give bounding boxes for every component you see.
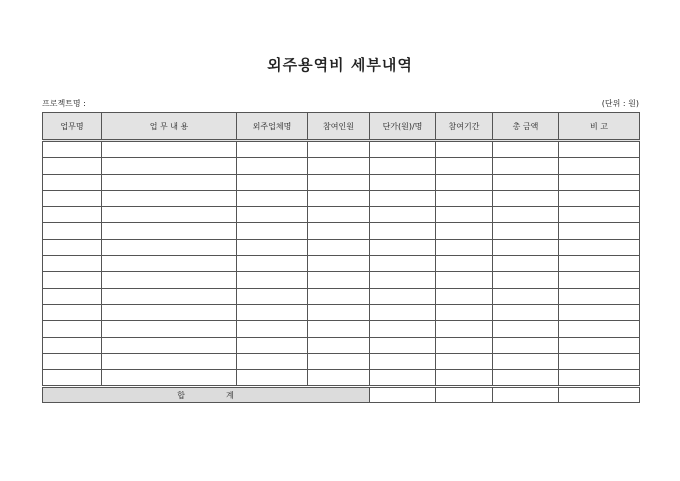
unit-price-cell[interactable] xyxy=(370,304,436,320)
period-cell[interactable] xyxy=(436,207,493,223)
headcount-cell[interactable] xyxy=(308,239,370,255)
headcount-cell[interactable] xyxy=(308,353,370,369)
headcount-cell[interactable] xyxy=(308,370,370,387)
unit-price-cell[interactable] xyxy=(370,370,436,387)
task-content-cell[interactable] xyxy=(102,174,237,190)
period-cell[interactable] xyxy=(436,272,493,288)
header-total-amount: 총 금액 xyxy=(493,113,559,141)
headcount-cell[interactable] xyxy=(308,304,370,320)
headcount-cell[interactable] xyxy=(308,337,370,353)
document-title: 외주용역비 세부내역 xyxy=(267,56,413,74)
remarks-cell[interactable] xyxy=(559,239,640,255)
remarks-cell[interactable] xyxy=(559,321,640,337)
task-name-cell[interactable] xyxy=(43,141,102,158)
task-name-cell[interactable] xyxy=(43,256,102,272)
table-row xyxy=(43,223,640,239)
period-cell[interactable] xyxy=(436,158,493,174)
total-unit-price-cell[interactable] xyxy=(370,387,436,403)
vendor-name-cell[interactable] xyxy=(237,321,308,337)
meta-row xyxy=(42,98,639,109)
remarks-cell[interactable] xyxy=(559,141,640,158)
task-name-cell[interactable] xyxy=(43,239,102,255)
task-name-cell[interactable] xyxy=(43,304,102,320)
total-amount-cell[interactable] xyxy=(493,158,559,174)
headcount-cell[interactable] xyxy=(308,141,370,158)
total-amount-cell[interactable] xyxy=(493,207,559,223)
table-row xyxy=(43,304,640,320)
header-vendor-name: 외주업체명 xyxy=(237,113,308,141)
headcount-cell[interactable] xyxy=(308,174,370,190)
period-cell[interactable] xyxy=(436,288,493,304)
unit-price-cell[interactable] xyxy=(370,174,436,190)
task-name-cell[interactable] xyxy=(43,353,102,369)
table-row xyxy=(43,141,640,158)
period-cell[interactable] xyxy=(436,337,493,353)
total-amount-cell[interactable] xyxy=(493,387,559,403)
remarks-cell[interactable] xyxy=(559,272,640,288)
period-cell[interactable] xyxy=(436,256,493,272)
task-content-cell[interactable] xyxy=(102,337,237,353)
total-amount-cell[interactable] xyxy=(493,337,559,353)
period-cell[interactable] xyxy=(436,321,493,337)
header-unit-price: 단가(원)/명 xyxy=(370,113,436,141)
table-row xyxy=(43,190,640,206)
headcount-cell[interactable] xyxy=(308,158,370,174)
vendor-name-cell[interactable] xyxy=(237,141,308,158)
task-name-cell[interactable] xyxy=(43,321,102,337)
headcount-cell[interactable] xyxy=(308,190,370,206)
vendor-name-cell[interactable] xyxy=(237,239,308,255)
headcount-cell[interactable] xyxy=(308,288,370,304)
task-name-cell[interactable] xyxy=(43,190,102,206)
remarks-cell[interactable] xyxy=(559,288,640,304)
table-row xyxy=(43,288,640,304)
table-row xyxy=(43,272,640,288)
vendor-name-cell[interactable] xyxy=(237,174,308,190)
table-row xyxy=(43,370,640,387)
task-name-cell[interactable] xyxy=(43,174,102,190)
period-cell[interactable] xyxy=(436,141,493,158)
headcount-cell[interactable] xyxy=(308,321,370,337)
vendor-name-cell[interactable] xyxy=(237,158,308,174)
period-cell[interactable] xyxy=(436,174,493,190)
headcount-cell[interactable] xyxy=(308,223,370,239)
total-amount-cell[interactable] xyxy=(493,239,559,255)
task-name-cell[interactable] xyxy=(43,207,102,223)
total-period-cell[interactable] xyxy=(436,387,493,403)
vendor-name-cell[interactable] xyxy=(237,353,308,369)
task-content-cell[interactable] xyxy=(102,288,237,304)
total-amount-cell[interactable] xyxy=(493,321,559,337)
task-content-cell[interactable] xyxy=(102,370,237,387)
remarks-cell[interactable] xyxy=(559,353,640,369)
table-row xyxy=(43,174,640,190)
unit-price-cell[interactable] xyxy=(370,353,436,369)
total-amount-cell[interactable] xyxy=(493,256,559,272)
header-task-name: 업무명 xyxy=(43,113,102,141)
unit-price-cell[interactable] xyxy=(370,337,436,353)
total-row xyxy=(43,387,640,403)
unit-price-cell[interactable] xyxy=(370,321,436,337)
project-name-label: 프로젝트명 : xyxy=(42,99,86,108)
total-label-right: 계 xyxy=(226,390,235,400)
vendor-name-cell[interactable] xyxy=(237,190,308,206)
total-amount-cell[interactable] xyxy=(493,353,559,369)
unit-price-cell[interactable] xyxy=(370,288,436,304)
unit-price-cell[interactable] xyxy=(370,239,436,255)
task-name-cell[interactable] xyxy=(43,223,102,239)
task-name-cell[interactable] xyxy=(43,370,102,387)
vendor-name-cell[interactable] xyxy=(237,288,308,304)
header-headcount: 참여인원 xyxy=(308,113,370,141)
table-row xyxy=(43,158,640,174)
table-row xyxy=(43,353,640,369)
table-row xyxy=(43,239,640,255)
remarks-cell[interactable] xyxy=(559,256,640,272)
vendor-name-cell[interactable] xyxy=(237,337,308,353)
remarks-cell[interactable] xyxy=(559,370,640,387)
remarks-cell[interactable] xyxy=(559,223,640,239)
unit-price-cell[interactable] xyxy=(370,190,436,206)
task-content-cell[interactable] xyxy=(102,272,237,288)
total-amount-cell[interactable] xyxy=(493,272,559,288)
unit-price-cell[interactable] xyxy=(370,256,436,272)
task-name-cell[interactable] xyxy=(43,337,102,353)
total-amount-cell[interactable] xyxy=(493,288,559,304)
task-name-cell[interactable] xyxy=(43,288,102,304)
headcount-cell[interactable] xyxy=(308,272,370,288)
total-amount-cell[interactable] xyxy=(493,304,559,320)
total-amount-cell[interactable] xyxy=(493,141,559,158)
total-amount-cell[interactable] xyxy=(493,370,559,387)
vendor-name-cell[interactable] xyxy=(237,304,308,320)
remarks-cell[interactable] xyxy=(559,190,640,206)
total-remarks-cell[interactable] xyxy=(559,387,640,403)
total-amount-cell[interactable] xyxy=(493,190,559,206)
headcount-cell[interactable] xyxy=(308,207,370,223)
remarks-cell[interactable] xyxy=(559,158,640,174)
header-period: 참여기간 xyxy=(436,113,493,141)
task-content-cell[interactable] xyxy=(102,321,237,337)
header-task-content: 업 무 내 용 xyxy=(102,113,237,141)
task-content-cell[interactable] xyxy=(102,256,237,272)
unit-label: (단위 : 원) xyxy=(601,99,639,108)
unit-price-cell[interactable] xyxy=(370,207,436,223)
remarks-cell[interactable] xyxy=(559,304,640,320)
period-cell[interactable] xyxy=(436,239,493,255)
headcount-cell[interactable] xyxy=(308,256,370,272)
unit-price-cell[interactable] xyxy=(370,272,436,288)
vendor-name-cell[interactable] xyxy=(237,223,308,239)
period-cell[interactable] xyxy=(436,353,493,369)
remarks-cell[interactable] xyxy=(559,174,640,190)
period-cell[interactable] xyxy=(436,370,493,387)
remarks-cell[interactable] xyxy=(559,207,640,223)
task-content-cell[interactable] xyxy=(102,223,237,239)
task-name-cell[interactable] xyxy=(43,272,102,288)
unit-price-cell[interactable] xyxy=(370,158,436,174)
vendor-name-cell[interactable] xyxy=(237,370,308,387)
table-row xyxy=(43,256,640,272)
task-content-cell[interactable] xyxy=(102,158,237,174)
task-content-cell[interactable] xyxy=(102,239,237,255)
table-row xyxy=(43,321,640,337)
total-label-left: 합 xyxy=(177,390,186,400)
total-amount-cell[interactable] xyxy=(493,223,559,239)
total-label-cell xyxy=(43,387,370,403)
total-amount-cell[interactable] xyxy=(493,174,559,190)
period-cell[interactable] xyxy=(436,190,493,206)
task-content-cell[interactable] xyxy=(102,207,237,223)
table-body xyxy=(43,141,640,387)
task-content-cell[interactable] xyxy=(102,141,237,158)
table-row xyxy=(43,207,640,223)
task-content-cell[interactable] xyxy=(102,190,237,206)
vendor-name-cell[interactable] xyxy=(237,272,308,288)
vendor-name-cell[interactable] xyxy=(237,256,308,272)
task-content-cell[interactable] xyxy=(102,304,237,320)
task-content-cell[interactable] xyxy=(102,353,237,369)
unit-price-cell[interactable] xyxy=(370,141,436,158)
header-remarks: 비 고 xyxy=(559,113,640,141)
vendor-name-cell[interactable] xyxy=(237,207,308,223)
table-row xyxy=(43,337,640,353)
unit-price-cell[interactable] xyxy=(370,223,436,239)
task-name-cell[interactable] xyxy=(43,158,102,174)
header-row xyxy=(43,113,640,141)
period-cell[interactable] xyxy=(436,304,493,320)
period-cell[interactable] xyxy=(436,223,493,239)
remarks-cell[interactable] xyxy=(559,337,640,353)
outsourcing-cost-table xyxy=(42,112,640,403)
